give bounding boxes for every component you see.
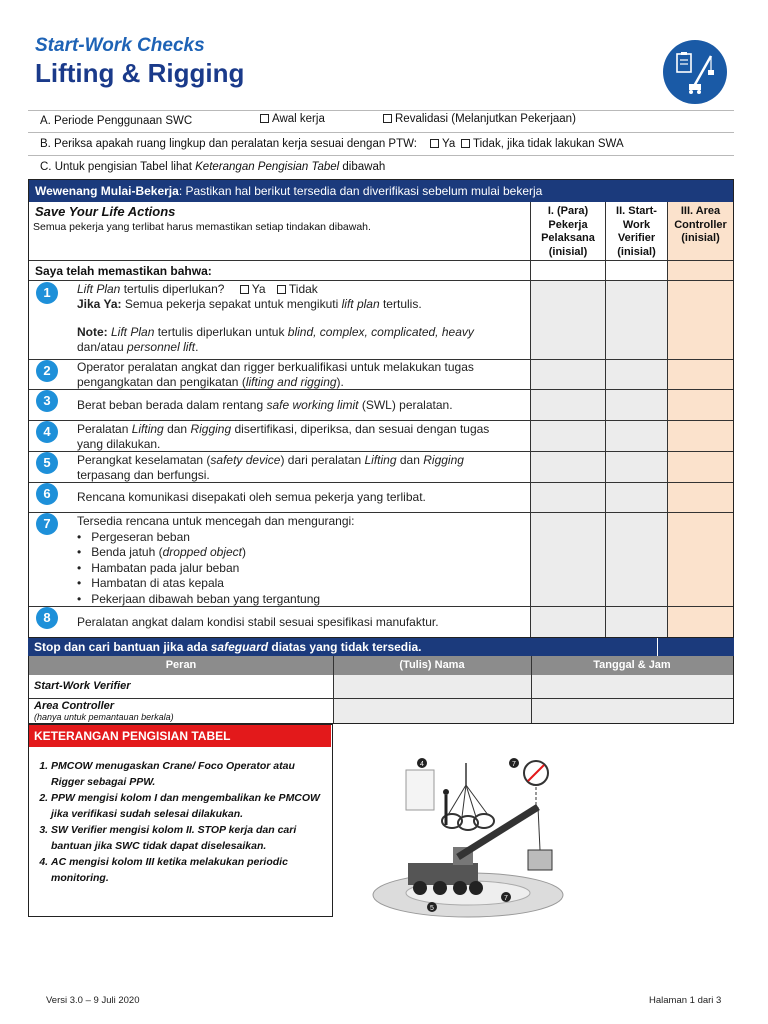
date-input-area[interactable]: [531, 675, 733, 723]
item-5-text: Perangkat keselamatan (safety device) dari peralatan Lifting dan Rigging terpasang dan berfungsi.: [77, 453, 464, 482]
item-6-text: Rencana komunikasi disepakati oleh semua pekerja yang terlibat.: [77, 490, 426, 504]
checkbox-revalidasi[interactable]: Revalidasi (Melanjutkan Pekerjaan): [383, 113, 576, 125]
item-1-text: Lift Plan tertulis diperlukan? Ya Tidak Jika Ya: Semua pekerja sepakat untuk mengikuti lift plan tertulis. Note: Lift Plan tertulis diperlukan untuk blind, complex, complicated, heavy dan/atau personnel lift.: [77, 282, 474, 354]
checkbox-tidak-swa[interactable]: Tidak, jika tidak lakukan SWA: [461, 138, 624, 150]
item-3-text: Berat beban berada dalam rentang safe working limit (SWL) peralatan.: [77, 398, 453, 412]
column-area-controller: III. Area Controller (inisial): [674, 205, 727, 244]
checkbox-awal-kerja[interactable]: Awal kerja: [260, 113, 325, 125]
role-area-controller-note: (hanya untuk pemantauan berkala): [34, 712, 174, 722]
guide-list: 1. PMCOW menugaskan Crane/ Foco Operator atau Rigger sebagai PPW. 2. PPW mengisi kolom I dan mengembalikan ke PMCOW jika verifikasi sudah selesai dilakukan. 3. SW Verifier mengisi kolom II. STOP kerja dan cari bantuan jika SWC tidak dapat diselesaikan. 4. AC mengisi kolom III ketika melakukan periodic monitoring.: [29, 759, 329, 887]
item-number-6: 6: [36, 483, 58, 505]
save-life-desc: Semua pekerja yang terlibat harus memastikan setiap tindakan dibawah.: [33, 221, 371, 233]
guide-box: [28, 724, 333, 917]
name-input-area[interactable]: [333, 675, 531, 723]
row-period: A. Periode Penggunaan SWC: [40, 115, 193, 127]
crane-lifting-illustration: [368, 745, 568, 927]
item-8-text: Peralatan angkat dalam kondisi stabil sesuai spesifikasi manufaktur.: [77, 615, 439, 629]
row-table-instructions: C. Untuk pengisian Tabel lihat Keterangan Pengisian Tabel dibawah: [40, 161, 386, 173]
illus-label-7a: 7: [512, 761, 516, 768]
confirm-heading: Saya telah memastikan bahwa:: [35, 264, 212, 278]
stop-bar: Stop dan cari bantuan jika ada safeguard diatas yang tidak tersedia.: [28, 638, 734, 656]
item-number-8: 8: [36, 607, 58, 629]
document-subtitle: Start-Work Checks: [35, 35, 205, 56]
role-area-controller: Area Controller: [34, 700, 115, 712]
item-number-7: 7: [36, 513, 58, 535]
illus-label-4: 4: [420, 761, 424, 768]
checkbox-ya[interactable]: Ya: [430, 138, 455, 150]
column-verifier: II. Start-Work Verifier (inisial): [616, 205, 657, 258]
save-life-title: Save Your Life Actions: [35, 204, 176, 219]
header-tanggal: Tanggal & Jam: [593, 659, 671, 671]
signoff-table: [28, 656, 734, 724]
item-number-3: 3: [36, 390, 58, 412]
role-start-work-verifier: Start-Work Verifier: [34, 680, 131, 692]
illus-label-5: 5: [430, 905, 434, 912]
checkbox-liftplan-ya[interactable]: Ya: [240, 282, 266, 296]
column-pekerja: I. (Para) Pekerja Pelaksana (inisial): [541, 205, 595, 258]
row-scope-check: B. Periksa apakah ruang lingkup dan peralatan kerja sesuai dengan PTW:: [40, 138, 417, 150]
item-number-2: 2: [36, 360, 58, 382]
guide-title: KETERANGAN PENGISIAN TABEL: [29, 725, 331, 747]
footer-version: Versi 3.0 – 9 Juli 2020: [46, 995, 140, 1006]
item-number-5: 5: [36, 452, 58, 474]
item-7-text: Tersedia rencana untuk mencegah dan mengurangi: • Pergeseran beban • Benda jatuh (dropped object) • Hambatan pada jalur beban • Hambatan di atas kepala • Pekerjaan dibawah beban yang tergantung: [77, 514, 355, 606]
crane-clipboard-icon: [663, 40, 727, 104]
item-number-1: 1: [36, 282, 58, 304]
illus-label-7b: 7: [504, 895, 508, 902]
checklist-table: [28, 179, 734, 638]
item-4-text: Peralatan Lifting dan Rigging disertifikasi, diperiksa, dan sesuai dengan tugas yang dilakukan.: [77, 422, 490, 451]
header-nama: (Tulis) Nama: [399, 659, 465, 671]
item-number-4: 4: [36, 421, 58, 443]
checkbox-liftplan-tidak[interactable]: Tidak: [277, 282, 318, 296]
document-title: Lifting & Rigging: [35, 58, 245, 88]
item-2-text: Operator peralatan angkat dan rigger berkualifikasi untuk melakukan tugas pengangkatan dan pengikatan (lifting and rigging).: [77, 360, 474, 389]
authority-bar: Wewenang Mulai-Bekerja: Pastikan hal berikut tersedia dan diverifikasi sebelum mulai bekerja: [29, 180, 733, 202]
footer-page: Halaman 1 dari 3: [649, 995, 722, 1006]
header-peran: Peran: [165, 659, 197, 671]
